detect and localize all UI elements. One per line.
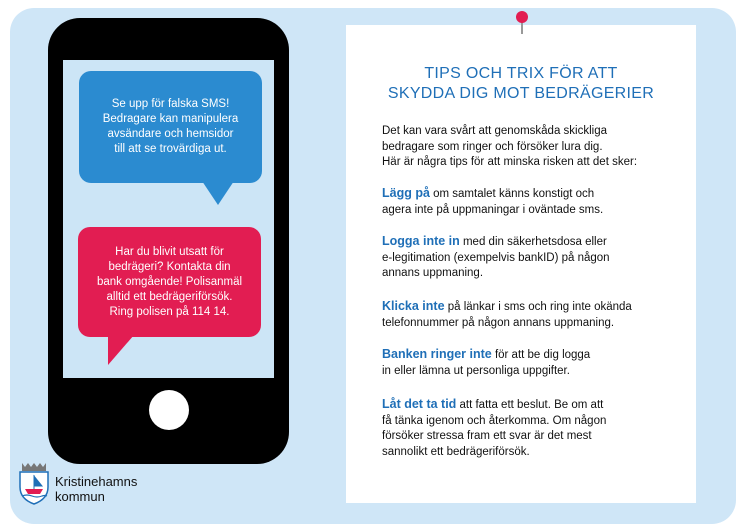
municipality-coat-of-arms-icon	[17, 461, 51, 505]
bubble-line: alltid ett bedrägeriförsök.	[106, 290, 233, 303]
bubble-line: bank omgående! Polisanmäl	[96, 275, 243, 288]
bubble-tail	[108, 335, 134, 365]
tips-intro	[382, 124, 687, 171]
bubble-line: Har du blivit utsatt för	[115, 245, 224, 258]
tip-lead: Låt det ta tid	[382, 397, 457, 411]
municipality-name	[55, 474, 137, 504]
tip-text: på länkar i sms och ring inte okända	[444, 301, 632, 313]
tip-text: försöker stressa fram ett svar är det mest	[382, 430, 592, 442]
tip-dont-login	[382, 234, 687, 282]
bubble-tail	[202, 181, 234, 205]
bubble-line: till att se trovärdiga ut.	[114, 143, 227, 155]
tip-lead: Banken ringer inte	[382, 347, 492, 361]
intro-line: Det kan vara svårt att genomskåda skickliga	[382, 125, 607, 137]
tip-text: att fatta ett beslut. Be om att	[456, 399, 604, 411]
tip-dont-click	[382, 299, 687, 331]
title-line: SKYDDA DIG MOT BEDRÄGERIER	[387, 85, 655, 102]
tip-text: annans uppmaning.	[382, 267, 484, 279]
brand-line: kommun	[55, 489, 105, 504]
tip-text: e-legitimation (exempelvis bankID) på någon	[382, 251, 610, 264]
tip-lead: Logga inte in	[382, 234, 460, 248]
pushpin-icon	[516, 11, 528, 23]
tip-hang-up	[382, 186, 687, 218]
title-line: TIPS OCH TRIX FÖR ATT	[424, 65, 618, 82]
tip-text: för att be dig logga	[491, 349, 591, 361]
tip-text: med din säkerhetsdosa eller	[459, 236, 607, 248]
bubble-line: Se upp för falska SMS!	[111, 98, 230, 110]
tip-lead: Lägg på	[382, 186, 430, 200]
sms-bubble-warning	[79, 71, 262, 183]
tip-text: om samtalet känns konstigt och	[429, 188, 595, 200]
bubble-line: Ring polisen på 114 14.	[109, 305, 230, 318]
intro-line: bedragare som ringer och försöker lura dig.	[382, 140, 603, 153]
tip-bank-doesnt-call	[382, 347, 687, 379]
intro-line: Här är några tips för att minska risken att det sker:	[382, 156, 638, 168]
sms-bubble-contact	[78, 227, 261, 337]
tip-text: få tänka igenom och återkomma. Om någon	[382, 414, 607, 427]
brand-line: Kristinehamns	[55, 474, 138, 489]
bubble-line: Bedragare kan manipulera	[102, 113, 239, 125]
home-button-icon	[149, 390, 189, 430]
tip-text: telefonnummer på någon annans uppmaning.	[382, 316, 615, 329]
bubble-line: avsändare och hemsidor	[107, 128, 234, 140]
tip-text: sannolikt ett bedrägeriförsök.	[382, 445, 530, 458]
bubble-line: bedrägeri? Kontakta din	[108, 260, 231, 273]
tip-text: in eller lämna ut personliga uppgifter.	[382, 364, 570, 377]
tip-take-time	[382, 397, 687, 460]
tip-text: agera inte på uppmaningar i oväntade sms.	[382, 203, 604, 216]
tip-lead: Klicka inte	[382, 299, 445, 313]
tips-title	[346, 64, 696, 104]
